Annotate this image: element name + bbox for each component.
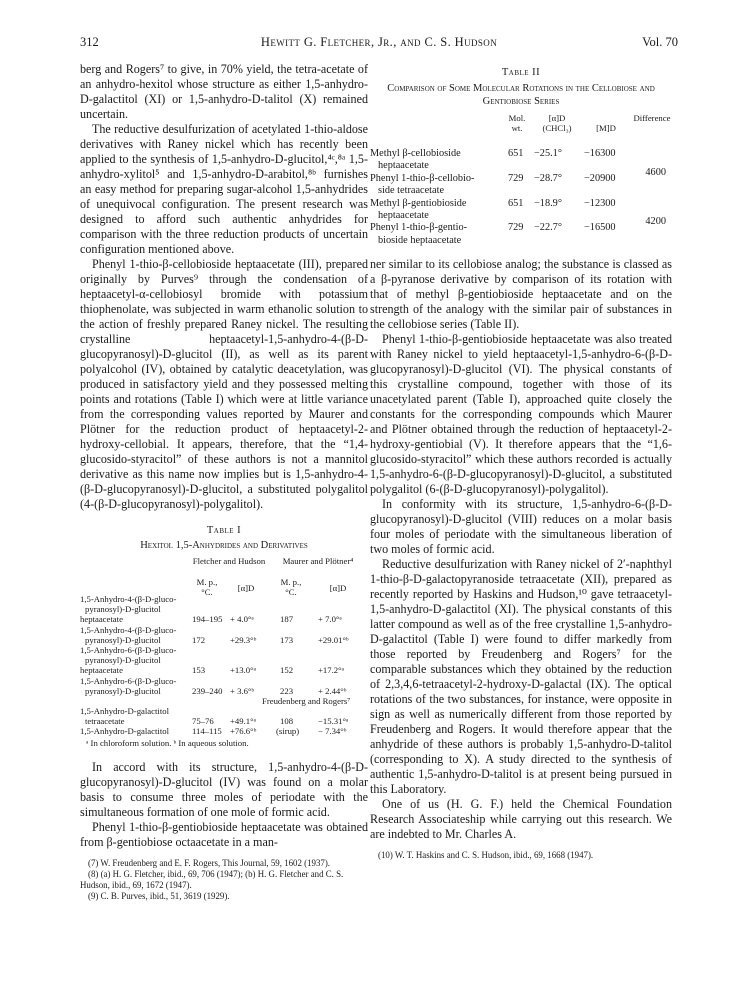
table-row: 1,5-Anhydro-4-(β-D-gluco- pyranosyl)-D-glucitol heptaacetate 194–195 + 4.0°ᵃ 187 + 7.0°ᵃ [80, 594, 342, 625]
table1-title: Hexitol 1,5-Anhydrides and Derivatives [140, 540, 308, 551]
footnote: (8) (a) H. G. Fletcher, ibid., 69, 706 (1947); (b) H. G. Fletcher and C. S. Hudson, ibid., 69, 1672 (1947). [80, 868, 344, 890]
table2-m-header: [M]D [596, 123, 616, 133]
footnote: (10) W. T. Haskins and C. S. Hudson, ibid., 69, 1668 (1947). [378, 850, 594, 861]
body-paragraph: Phenyl 1-thio-β-cellobioside heptaacetate (III), prepared originally by Purves⁹ through the condensation of heptaacetyl-α-cellobiosyl bromide with potassium thiophenolate, was subjected in warm ethanolic solution to the action of freshly prepared Raney nickel. The resulting crystalline heptaacetyl-1,5-anhydro-4-(β-D-glucopyranosyl)-D-glucitol (II), as well as its parent polyalcohol (IV), obtained by catalytic deacetylation, was produced in satisfactory yield and they possessed melting points and rotations (Table I) which were at little variance from the corresponding values reported by Maurer and Plötner for the reduction product of heptaacetyl-2-hydroxy-cellobial. It appears, therefore, that the “1,4-glucosido-styracitol” of these authors is not a mannitol derivative as this name now implies but is 1,5-anhydro-4-(β-D-glucopyranosyl)-D-glucitol, a substituted polygalitol (4-(β-D-glucopyranosyl)-polygalitol). [80, 257, 368, 511]
footnote: (7) W. Freudenberg and E. F. Rogers, This Journal, 59, 1602 (1937). [88, 857, 331, 868]
body-paragraph: In accord with its structure, 1,5-anhydro-4-(β-D-glucopyranosyl)-D-glucitol (IV) was found on a molar basis to consume three moles of periodate with the simultaneous formation of one mole of formic acid. [80, 759, 368, 819]
body-paragraph: One of us (H. G. F.) held the Chemical Foundation Research Associateship while carrying out this research. We are indebted to Mr. Charles A. [370, 797, 672, 842]
table-row: Phenyl 1-thio-β-gentio- bioside heptaacetate 729 −22.7° −16500 [370, 222, 616, 246]
table-row: 1,5-Anhydro-4-(β-D-gluco- pyranosyl)-D-glucitol 172 +29.3°ᵇ 173 +29.01°ᵇ [80, 624, 349, 645]
table-row: Phenyl 1-thio-β-cellobio- side tetraacetate 729 −28.7° −20900 [370, 172, 616, 197]
table1-footnote: ᵃ In chloroform solution. ᵇ In aqueous solution. [86, 737, 249, 748]
table1-label: Table I [206, 525, 242, 536]
table1-header [80, 556, 368, 598]
footnotes [80, 858, 368, 902]
table1-subheader: Freudenberg and Rogers⁷ [262, 696, 351, 707]
footnote: (9) C. B. Purves, ibid., 51, 3619 (1929). [88, 890, 230, 901]
table2-rot-header: [α]D (CHCl₃) [542, 113, 572, 133]
body-paragraph: In conformity with its structure, 1,5-anhydro-6-(β-D-glucopyranosyl)-D-glucitol (VIII) reduces on a molar basis four moles of periodate with the simultaneous liberation of two moles of formic acid. [370, 497, 672, 557]
right-column [370, 62, 672, 992]
body-paragraph: Phenyl 1-thio-β-gentiobioside heptaacetate was obtained from β-gentiobiose octaacetate in a man- [80, 819, 368, 849]
table2: Mol. wt. [α]D (CHCl₃) [M]D Difference Methyl β-cellobioside heptaacetate 651 −25.1° −16300 4600 Phenyl 1-thio-β-cellobio- side tetraacetate 729 −28.7° −20900 Methyl β-gentiobioside heptaacetate 651 −18.9° −12300 4200 Phenyl 1-thio-β-gentio- bioside heptaacetate 729 −22.7° −16500 [370, 113, 671, 246]
table1-mp-header: M. p., °C. [196, 577, 218, 598]
body-paragraph: Reductive desulfurization with Raney nickel of 2′-naphthyl 1-thio-β-D-galactopyranoside tetraacetate (XII), prepared as recently reported by Haskins and Hudson,¹⁰ gave tetraacetyl-1,5-anhydro-D-galactitol (XI). The physical constants of this latter compound as well as of the free crystalline 1,5-anhydro-D-galactitol (Table I) were found to differ markedly from those reported by Freudenberg and Rogers⁷ for the comparable substances which they obtained by the reduction of 2,3,4,6-tetraacetyl-2-hydroxy-D-galactal (IX). The optical rotations of the two substances, for instance, were opposite in sign as well as numerically different from those reported by Freudenberg and Rogers. It would therefore appear that the anhydride of these authors is probably 1,5-anhydro-D-talitol (corresponding to X). A study directed to the synthesis of authentic 1,5-anhydro-D-talitol is at present being pursued in this Laboratory. [370, 557, 672, 797]
table2-label: Table II [501, 67, 541, 78]
table2-header [370, 112, 672, 148]
body-paragraph: The reductive desulfurization of acetylated 1-thio-aldose derivatives with Raney nickel which has recently been applied to the synthesis of 1,5-anhydro-D-glucitol,⁴ᶜ,⁸ᵃ 1,5-anhydro-xylitol⁵ and 1,5-anhydro-D-arabitol,⁸ᵇ furnishes an easy method for preparing sugar-alcohol 1,5-anhydrides of unequivocal configuration. The present research was designed to afford such authentic anhydrides for comparison with the three reduction products of uncertain configuration mentioned above. [80, 122, 368, 256]
table2-diff-header: Difference [633, 113, 671, 123]
footnotes [370, 850, 672, 861]
table-row: Methyl β-gentiobioside heptaacetate 651 −18.9° −12300 [370, 197, 616, 221]
table1-rot-header: [α]D [237, 583, 255, 593]
table1-mp-header: M. p., °C. [280, 577, 302, 598]
table-row: 1,5-Anhydro-D-galactitol tetraacetate 75–76 +49.1°ᵃ 108 −15.31°ᵃ [80, 706, 349, 727]
table-row: 1,5-Anhydro-D-galactitol 114–115 +76.6°ᵇ (sirup) − 7.34°ᵇ [80, 726, 347, 737]
left-column [80, 62, 368, 992]
table1 [80, 556, 368, 748]
table1-group-1: Fletcher and Hudson [192, 556, 266, 566]
body-paragraph: Phenyl 1-thio-β-gentiobioside heptaacetate was also treated with Raney nickel to yield heptaacetyl-1,5-anhydro-6-(β-D-glucopyranosyl)-D-glucitol (VI). The physical constants of this crystalline compound, together with those of its unacetylated parent (Table I), approached quite closely the constants for the corresponding compounds which Maurer and Plötner obtained through the reduction of heptaacetyl-2-hydroxy-gentiobial (V). It therefore appears that the “1,6-glucosido-styracitol” which these authors recorded is actually 1,5-anhydro-6-(β-D-glucopyranosyl)-D-glucitol, a substituted polygalitol (6-(β-D-glucopyranosyl)-polygalitol). [370, 332, 672, 497]
body-paragraph: ner similar to its cellobiose analog; the substance is classed as a β-pyranose derivative by comparison of its rotation with that of methyl β-gentiobioside heptaacetate and on the strength of the analogy with the similar pair of substances in the cellobiose series (Table II). [370, 257, 672, 332]
running-header [80, 35, 678, 53]
table-row: Methyl β-cellobioside heptaacetate 651 −25.1° −16300 [370, 148, 616, 172]
table-row: 1,5-Anhydro-6-(β-D-gluco- pyranosyl)-D-glucitol 239–240 + 3.6°ᵇ 223 + 2.44°ᵇ [80, 675, 347, 696]
table1-group-2: Maurer and Plötner⁴ [282, 556, 354, 566]
volume-label: Vol. 70 [642, 35, 678, 49]
table2-title: Comparison of Some Molecular Rotations in the Cellobiose and Gentiobiose Series [387, 83, 655, 107]
running-title: Hewitt G. Fletcher, Jr., and C. S. Hudson [260, 35, 498, 49]
table1-rot-header: [α]D [329, 583, 347, 593]
table2-molwt-header: Mol. wt. [508, 113, 526, 133]
page-number: 312 [80, 35, 99, 49]
table-row: 1,5-Anhydro-6-(β-D-gluco- pyranosyl)-D-glucitol heptaacetate 153 +13.0°ᵃ 152 +17.2°ᵃ [80, 645, 344, 676]
body-paragraph: berg and Rogers⁷ to give, in 70% yield, the tetra-acetate of an anhydro-hexitol whose structure as either 1,5-anhydro-D-galactitol (XI) or 1,5-anhydro-D-talitol (X) remained uncertain. [80, 62, 368, 121]
